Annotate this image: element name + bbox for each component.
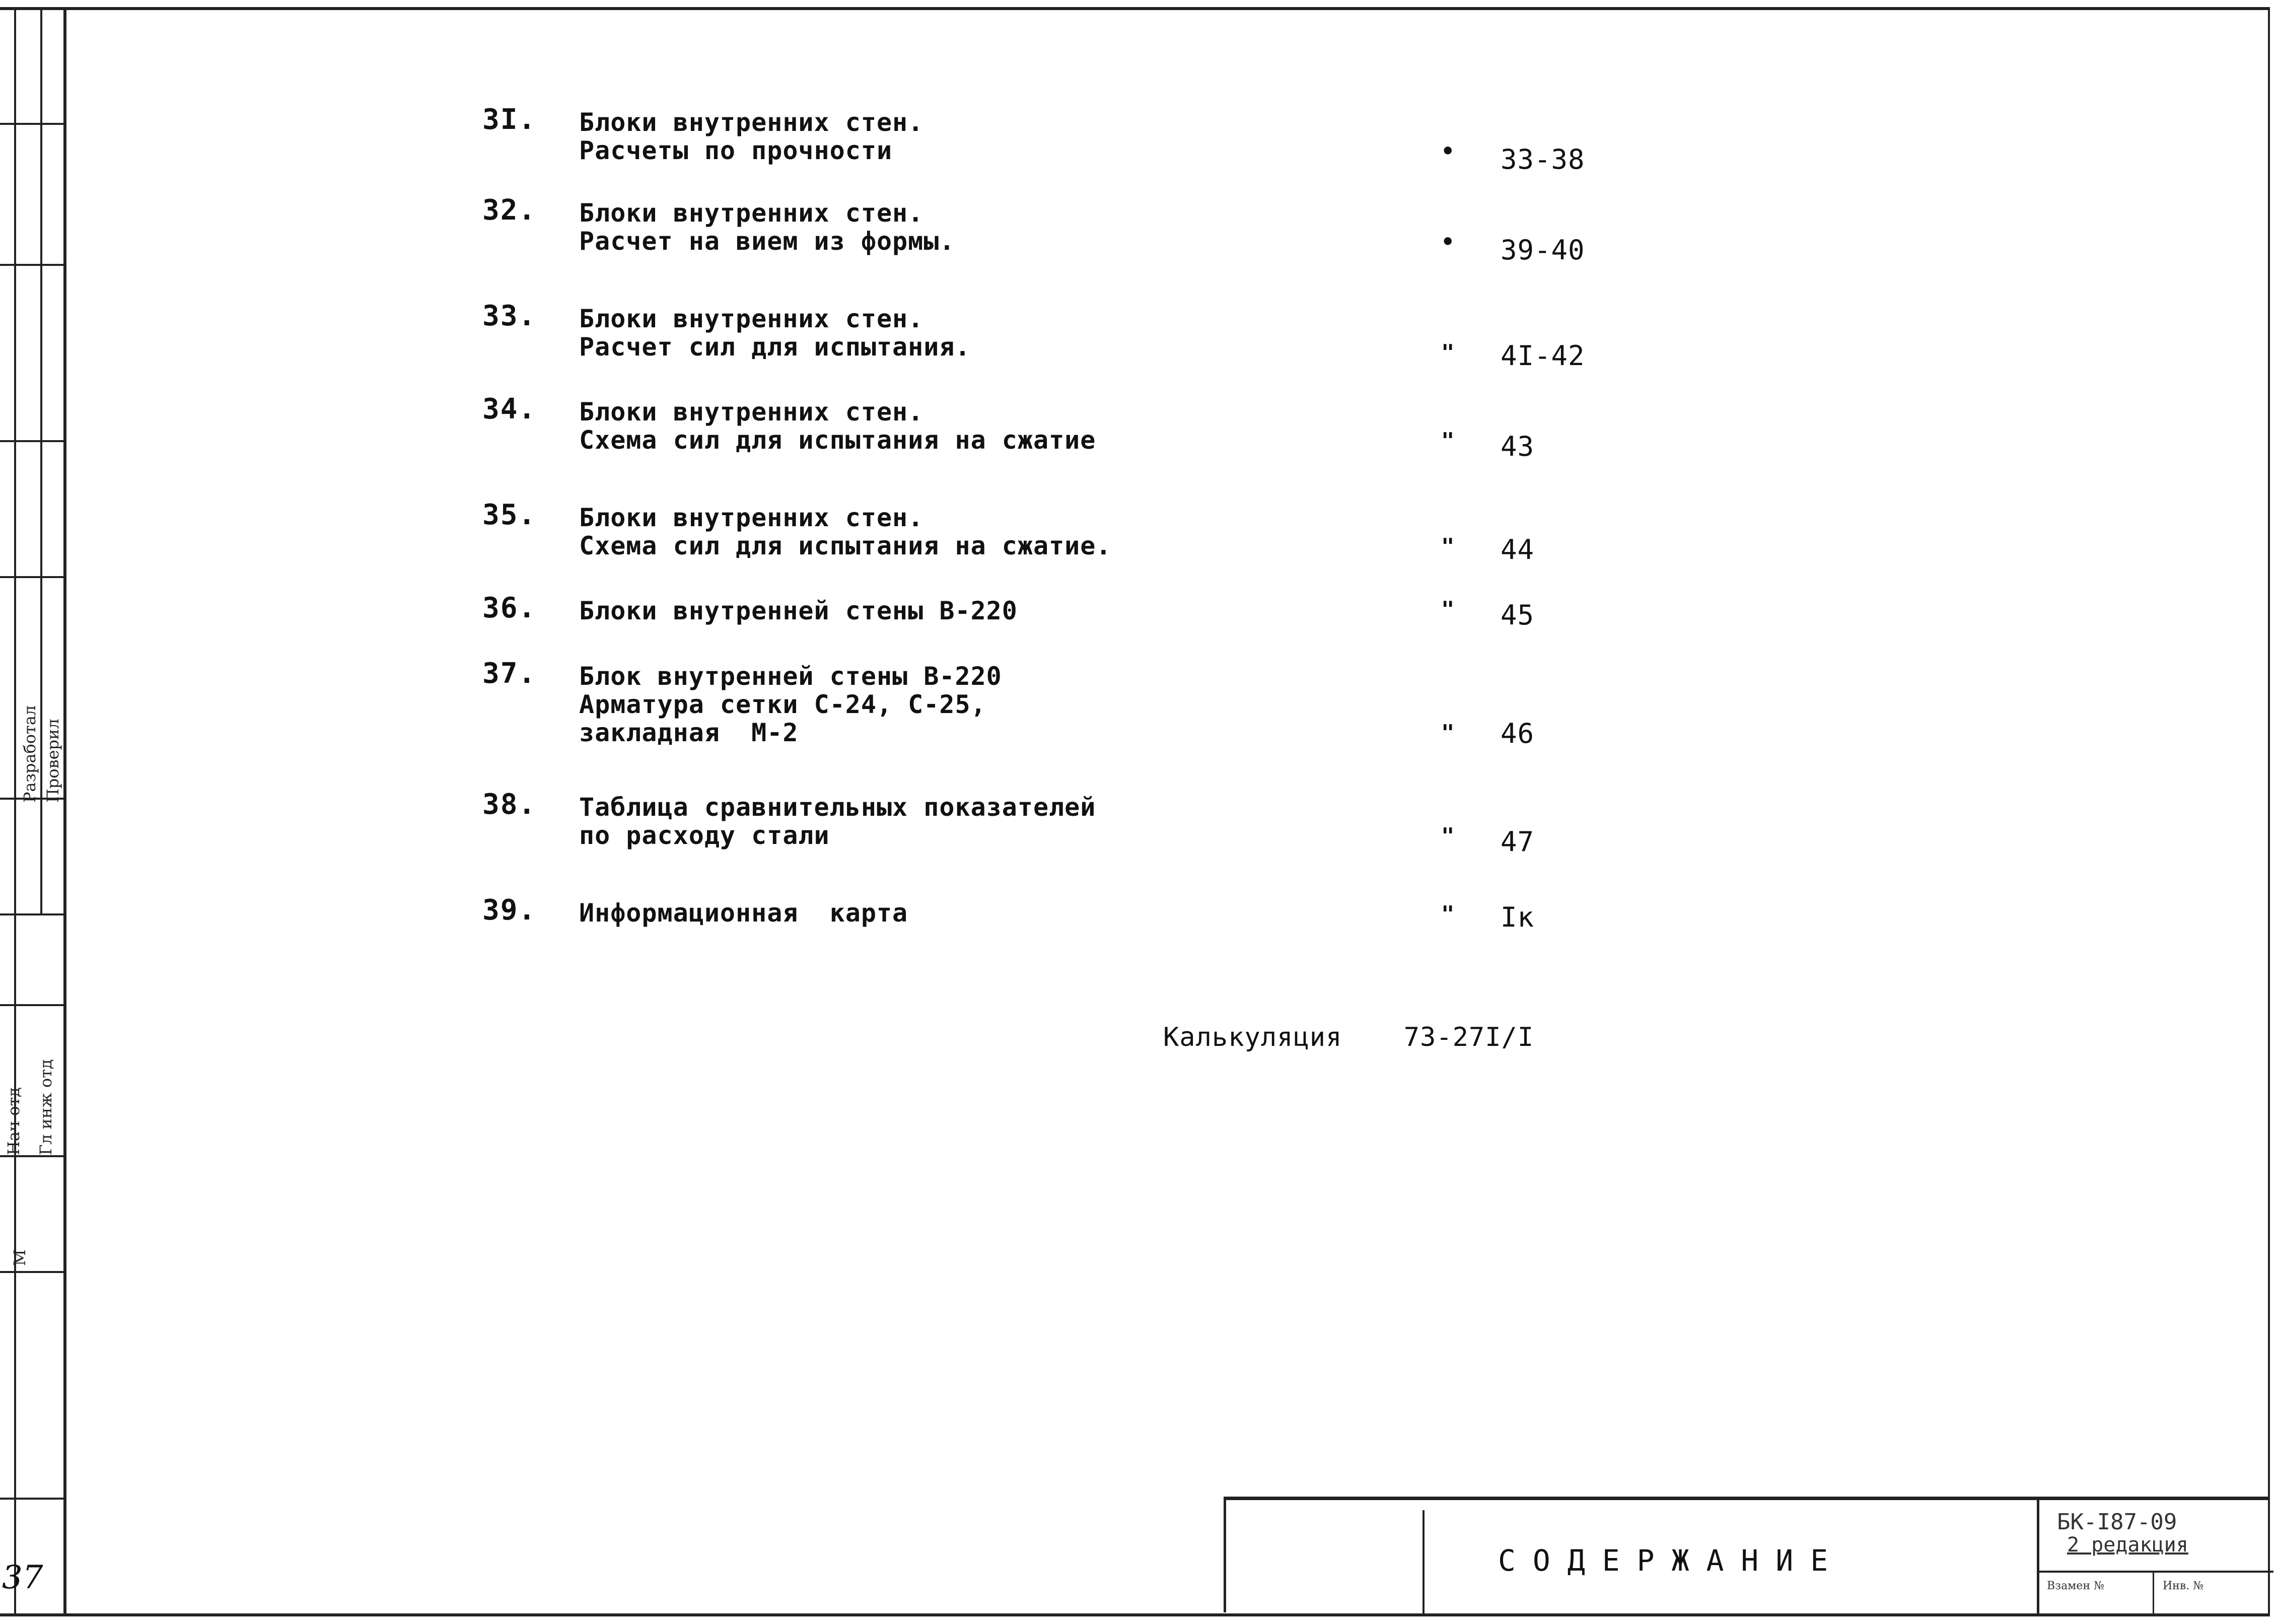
margin-row-8 (0, 1155, 65, 1157)
toc-item-title: Блоки внутренних стен. Расчеты по прочности (579, 108, 924, 165)
toc-item-marker: • (1441, 138, 1455, 164)
toc-item-number: 36. (482, 592, 537, 624)
toc-item-number: 35. (482, 499, 537, 531)
page-frame (0, 7, 2270, 1616)
margin-label-chief-eng: Гл инж отд (36, 1059, 55, 1155)
document-title: СОДЕРЖАНИЕ (1498, 1543, 1845, 1578)
toc-item-marker: " (1441, 597, 1455, 622)
toc-item-marker: • (1441, 229, 1455, 255)
margin-row-2 (0, 264, 65, 266)
toc-item-number: 37. (482, 657, 537, 690)
toc-item-title: Блоки внутренних стен. Схема сил для испытания на сжатие. (579, 503, 1112, 560)
sheet-number: 37 (2, 1559, 43, 1596)
toc-item-page: 47 (1501, 826, 1535, 858)
toc-item-title: Блоки внутренних стен. Схема сил для испытания на сжатие (579, 397, 1096, 455)
toc-item-marker: " (1441, 428, 1455, 454)
margin-row-7 (0, 1004, 65, 1006)
title-block-divider-1 (1422, 1510, 1425, 1616)
margin-line-1 (14, 7, 16, 1616)
left-margin-strip (0, 7, 70, 1618)
toc-item-number: 38. (482, 788, 537, 821)
document-edition: 2 редакция (2067, 1533, 2188, 1557)
title-block (1224, 1497, 2270, 1612)
margin-label-developed: Разработал (20, 705, 39, 803)
toc-item-marker: " (1441, 823, 1455, 849)
toc-item-number: 32. (482, 194, 537, 227)
toc-item-marker: " (1441, 534, 1455, 559)
title-block-divider-2 (2037, 1500, 2039, 1616)
margin-line-2 (40, 7, 42, 913)
toc-item-number: 3I. (482, 103, 537, 136)
document-code: БК-I87-09 (2057, 1509, 2177, 1535)
toc-item-number: 39. (482, 894, 537, 927)
toc-item-marker: " (1441, 340, 1455, 366)
margin-label-head: Нач отд (4, 1087, 23, 1155)
toc-item-page: 33-38 (1501, 144, 1585, 175)
toc-item-page: 44 (1501, 534, 1535, 566)
toc-item-page: 4I-42 (1501, 340, 1585, 372)
calculation-label: Калькуляция (1163, 1022, 1342, 1052)
margin-row-4 (0, 576, 65, 578)
toc-item-title: Блок внутренней стены В-220 Арматура сетки С-24, С-25, закладная М-2 (579, 662, 1002, 747)
margin-line-3 (63, 7, 66, 1616)
toc-item-title: Таблица сравнительных показателей по расходу стали (579, 793, 1096, 850)
margin-label-checked: Проверил (43, 719, 62, 803)
toc-item-title: Блоки внутренних стен. Расчет на вием из формы. (579, 198, 955, 256)
toc-item-page: 39-40 (1501, 234, 1585, 266)
toc-item-number: 33. (482, 300, 537, 332)
margin-row-3 (0, 440, 65, 442)
toc-item-marker: " (1441, 720, 1455, 746)
title-block-divider-3 (2037, 1571, 2273, 1573)
inventory-label: Инв. № (2163, 1580, 2204, 1592)
toc-item-page: 45 (1501, 599, 1535, 631)
margin-row-1 (0, 123, 65, 125)
margin-row-6 (0, 913, 65, 915)
title-block-divider-4 (2153, 1571, 2154, 1616)
calculation-code: 73-27I/I (1403, 1022, 1534, 1052)
toc-item-title: Блоки внутренней стены В-220 (579, 596, 1018, 625)
toc-item-page: 46 (1501, 718, 1535, 749)
toc-item-number: 34. (482, 393, 537, 426)
margin-row-9 (0, 1271, 65, 1273)
toc-item-page: 43 (1501, 431, 1535, 462)
toc-item-page: Iк (1501, 901, 1535, 933)
margin-label-m: М (10, 1249, 29, 1266)
toc-item-title: Блоки внутренних стен. Расчет сил для испытания. (579, 304, 971, 362)
replaces-label: Взамен № (2047, 1580, 2104, 1592)
toc-item-marker: " (1441, 901, 1455, 927)
margin-row-10 (0, 1498, 65, 1500)
calculation-reference (1163, 1022, 1534, 1052)
toc-item-title: Информационная карта (579, 898, 908, 928)
